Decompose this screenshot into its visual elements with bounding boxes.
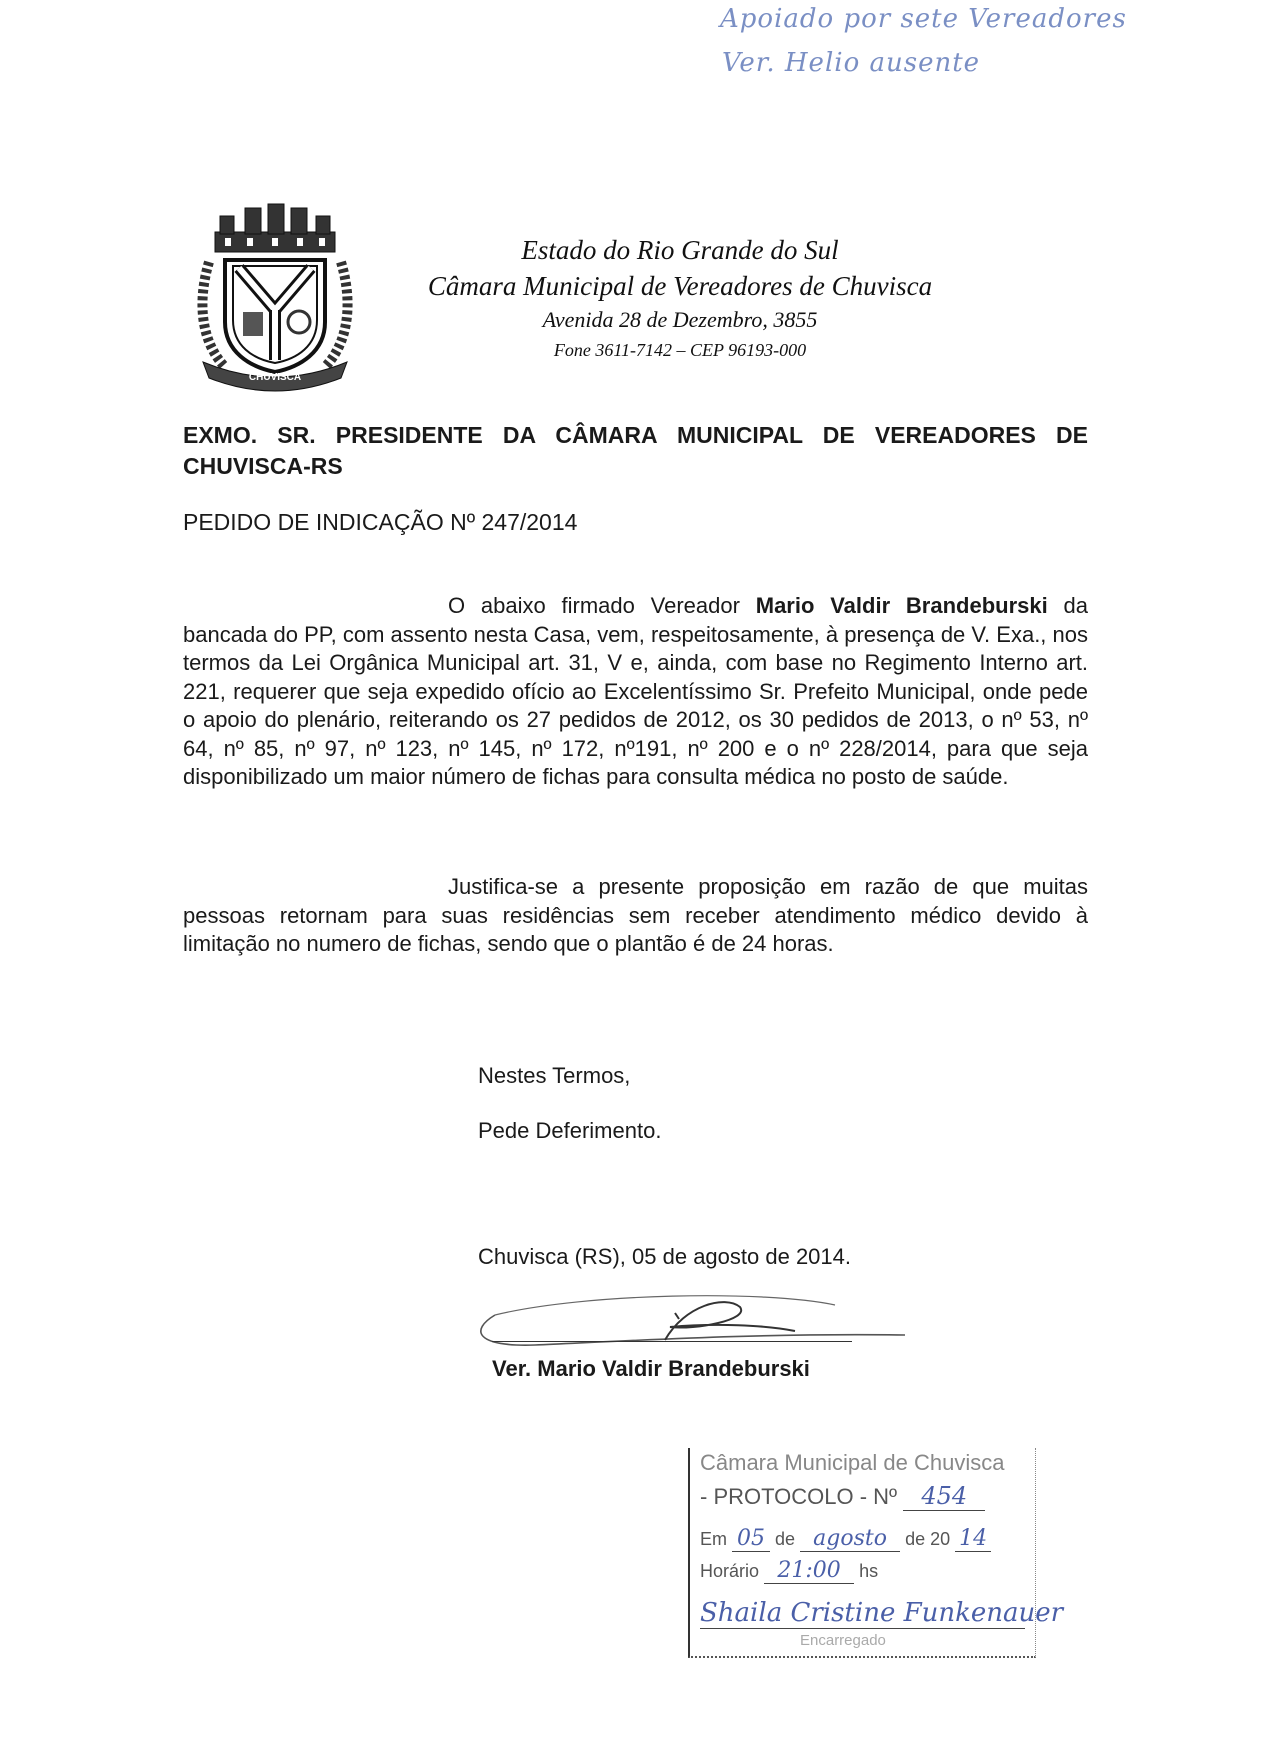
handwritten-annotation-line1: Apoiado por sete Vereadores: [720, 4, 1127, 34]
stamp-de-label: de: [775, 1529, 796, 1549]
closing-line-1: Nestes Termos,: [478, 1063, 631, 1088]
addressee: EXMO. SR. PRESIDENTE DA CÂMARA MUNICIPAL DE VEREADORES DE CHUVISCA-RS: [183, 422, 1088, 479]
stamp-month: agosto: [800, 1526, 900, 1552]
signature-scribble-icon: [465, 1285, 925, 1355]
letterhead-chamber: Câmara Municipal de Vereadores de Chuvisca: [427, 271, 933, 301]
p1-councilor-name: Mario Valdir Brandeburski: [755, 593, 1048, 618]
body-paragraph-1: [183, 592, 1088, 792]
stamp-horario-label: Horário: [700, 1561, 760, 1581]
p1-rest: da bancada do PP, com assento nesta Casa, vem, respeitosamente, à presença de V. Exa., nos termos da Lei Orgânica Municipal art. 31, V e, ainda, com base no Regimento Interno art. 221, requerer que seja expedido ofício ao Excelentíssimo Sr. Prefeito Municipal, onde pede o apoio do plenário, reiterando os 27 pedidos de 2012, os 30 pedidos de 2013, o nº 53, nº 64, nº 85, nº 97, nº 123, nº 145, nº 172, nº191, nº 200 e o nº 228/2014, para que seja disponibilizado um maior número de fichas para consulta médica no posto de saúde.: [183, 593, 1089, 789]
municipal-crest-icon: [195, 202, 355, 392]
crest-banner-text: CHUVISCA: [248, 372, 302, 383]
letterhead-state: Estado do Rio Grande do Sul: [521, 235, 839, 265]
stamp-hs-label: hs: [859, 1561, 879, 1581]
signature-line: [492, 1341, 852, 1342]
stamp-em-label: Em: [700, 1529, 727, 1549]
body-paragraph-2: Justifica-se a presente proposição em razão de que muitas pessoas retornam para suas residências sem receber atendimento médico devido à limitação no numero de fichas, sendo que o plantão é de 24 horas.: [183, 874, 1088, 956]
letterhead-phone: Fone 3611-7142 – CEP 96193-000: [553, 340, 807, 360]
stamp-protocol-number: 454: [903, 1482, 985, 1511]
p1-intro: O abaixo firmado Vereador: [448, 593, 756, 618]
stamp-date-row: [700, 1526, 991, 1552]
stamp-time-row: [700, 1558, 878, 1584]
request-title: PEDIDO DE INDICAÇÃO Nº 247/2014: [183, 509, 578, 535]
stamp-role: Encarregado: [800, 1632, 886, 1649]
stamp-signature: Shaila Cristine Funkenauer: [700, 1598, 1064, 1628]
letterhead-address: Avenida 28 de Dezembro, 3855: [542, 307, 818, 332]
handwritten-annotation-line2: Ver. Helio ausente: [722, 48, 981, 78]
stamp-protocol-row: [700, 1482, 985, 1511]
stamp-year: 14: [955, 1526, 991, 1552]
stamp-header: Câmara Municipal de Chuvisca: [700, 1450, 1005, 1475]
stamp-hour: 21:00: [764, 1558, 854, 1584]
stamp-protocol-label: - PROTOCOLO - Nº: [700, 1484, 898, 1509]
signer-name: Ver. Mario Valdir Brandeburski: [492, 1356, 810, 1381]
closing-line-2: Pede Deferimento.: [478, 1118, 662, 1143]
protocol-stamp: [688, 1448, 1064, 1658]
letterhead: [360, 232, 1000, 364]
date-line: Chuvisca (RS), 05 de agosto de 2014.: [478, 1244, 852, 1269]
stamp-day: 05: [732, 1526, 770, 1552]
stamp-de20-label: de 20: [905, 1529, 951, 1549]
